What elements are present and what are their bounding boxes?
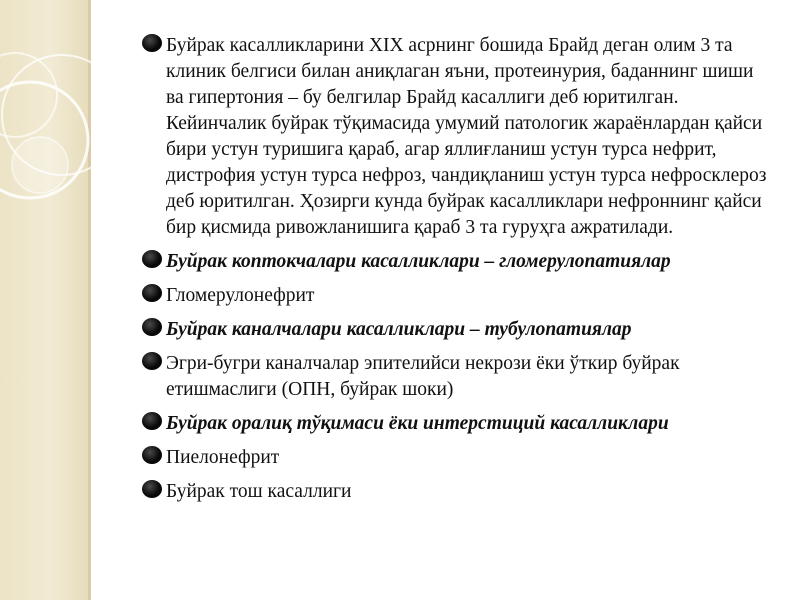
item-text: Эгри-бугри каналчалар эпителийси некрози ёки ўткир буйрак етишмаслиги (ОПН, буйрак шоки) xyxy=(166,353,680,400)
bullet-item-interstitial xyxy=(142,411,772,437)
bullet-icon xyxy=(142,318,162,336)
item-text: Гломерулонефрит xyxy=(166,285,315,306)
bullet-item-tubulopathies xyxy=(142,317,772,343)
item-text: Буйрак тош касаллиги xyxy=(166,481,352,502)
bullet-icon xyxy=(142,250,162,268)
bullet-item-intro xyxy=(142,33,772,241)
bullet-item-kidney-stones xyxy=(142,479,772,505)
item-text: Пиелонефрит xyxy=(166,447,280,468)
bullet-item-glomerulonephritis xyxy=(142,283,772,309)
bullet-icon xyxy=(142,284,162,302)
bullet-item-glomerulopathies xyxy=(142,249,772,275)
item-text: Буйрак касалликларини XIX асрнинг бошида Брайд деган олим 3 та клиник белгиси билан аниқлаган яъни, протеинурия, баданнинг шиши ва гипертония – бу белгилар Брайд касаллиги деб юритилган. Кейинчалик буйрак тўқимасида умумий патологик жараёнлардан қайси бири устун туришига қараб, агар яллиғланиш устун турса нефрит, дистрофия устун турса нефроз, чандиқланиш устун турса нефросклероз деб юритилган. Ҳозирги кунда буйрак касалликлари нефроннинг қайси бир қисмида ривожланишига қараб 3 та гуруҳга ажратилади. xyxy=(166,35,767,238)
bullet-icon xyxy=(142,34,162,52)
bullet-item-tubular-necrosis xyxy=(142,351,772,403)
bullet-icon xyxy=(142,446,162,464)
bullet-icon xyxy=(142,352,162,370)
slide-content xyxy=(142,33,772,513)
item-text: Буйрак каналчалари касалликлари – тубулопатиялар xyxy=(166,319,632,340)
bullet-icon xyxy=(142,412,162,430)
item-text: Буйрак коптокчалари касалликлари – гломерулопатиялар xyxy=(166,251,671,272)
item-text: Буйрак оралиқ тўқимаси ёки интерстиций касалликлари xyxy=(166,413,669,434)
bullet-icon xyxy=(142,480,162,498)
bullet-item-pyelonephritis xyxy=(142,445,772,471)
